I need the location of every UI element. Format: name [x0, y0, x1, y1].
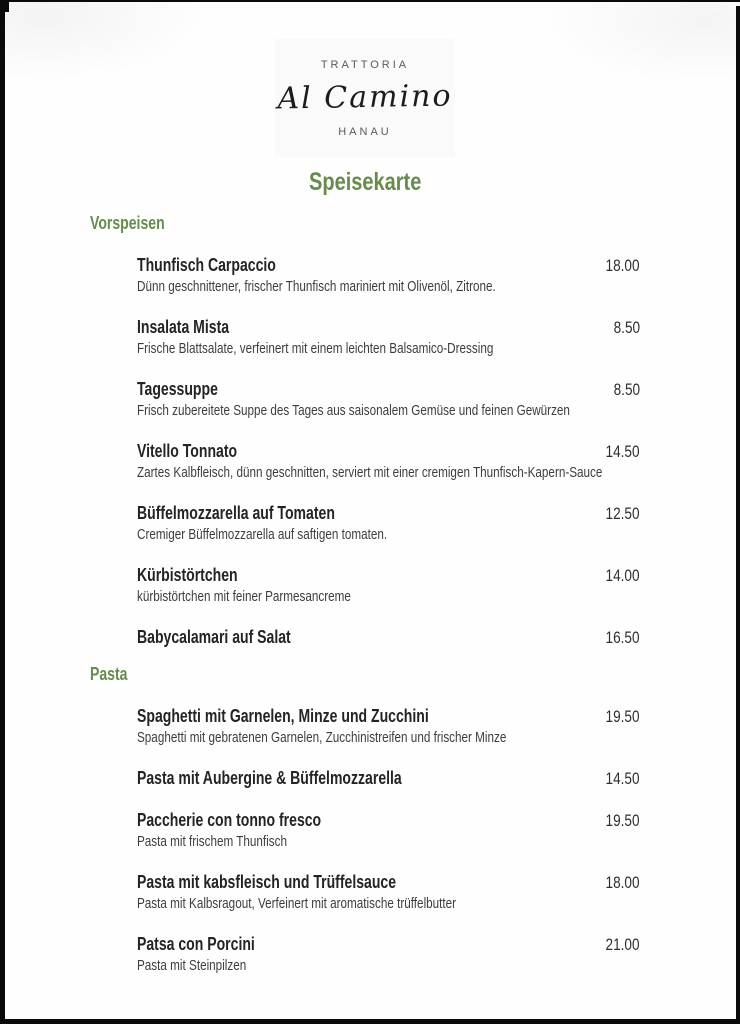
menu-item — [137, 379, 640, 420]
menu-item — [137, 934, 640, 975]
item-description: Pasta mit Steinpilzen — [137, 957, 247, 974]
scan-edge-bottom — [0, 1019, 740, 1024]
menu-item — [137, 872, 640, 913]
item-name: Paccherie con tonno fresco — [137, 810, 322, 830]
menu-item — [137, 441, 640, 482]
item-description: Spaghetti mit gebratenen Garnelen, Zucchinistreifen und frischer Minze — [137, 729, 507, 746]
menu-item — [137, 565, 640, 606]
menu-section-vorspeisen — [90, 213, 640, 648]
item-price: 14.50 — [605, 769, 640, 788]
item-name: Thunfisch Carpaccio — [137, 255, 276, 275]
item-price: 19.50 — [605, 811, 640, 830]
menu-item — [137, 768, 640, 789]
logo-city-label: HANAU — [338, 125, 392, 138]
scan-edge-corner — [0, 0, 9, 12]
item-price: 16.50 — [605, 628, 640, 647]
item-description: Frische Blattsalate, verfeinert mit einem leichten Balsamico-Dressing — [137, 340, 494, 357]
scan-edge-top — [0, 0, 740, 2]
item-name: Pasta mit Aubergine & Büffelmozzarella — [137, 768, 402, 788]
menu-item — [137, 255, 640, 296]
item-price: 19.50 — [605, 707, 640, 726]
item-name: Spaghetti mit Garnelen, Minze und Zucchini — [137, 706, 429, 726]
item-description: Dünn geschnittener, frischer Thunfisch mariniert mit Olivenöl, Zitrone. — [137, 278, 496, 295]
item-name: Insalata Mista — [137, 317, 230, 337]
item-description: kürbistörtchen mit feiner Parmesancreme — [137, 588, 351, 605]
logo-trattoria-label: TRATTORIA — [320, 58, 410, 71]
page-title: Speisekarte — [308, 168, 422, 196]
item-name: Patsa con Porcini — [137, 934, 255, 954]
item-price: 18.00 — [605, 873, 640, 892]
section-heading-pasta: Pasta — [90, 664, 128, 684]
item-name: Pasta mit kabsfleisch und Trüffelsauce — [137, 872, 397, 892]
item-name: Babycalamari auf Salat — [137, 627, 291, 647]
menu-item — [137, 810, 640, 851]
scan-edge-left — [0, 0, 5, 1024]
logo-restaurant-name: Al Camino — [277, 77, 453, 117]
menu-item — [137, 503, 640, 544]
item-price: 21.00 — [605, 935, 640, 954]
item-description: Pasta mit Kalbsragout, Verfeinert mit aromatische trüffelbutter — [137, 895, 457, 912]
section-heading-vorspeisen: Vorspeisen — [90, 213, 165, 233]
item-price: 8.50 — [613, 318, 640, 337]
item-description: Frisch zubereitete Suppe des Tages aus saisonalem Gemüse und feinen Gewürzen — [137, 402, 570, 419]
item-description: Zartes Kalbfleisch, dünn geschnitten, serviert mit einer cremigen Thunfisch-Kapern-Sauce — [137, 464, 603, 481]
menu-item — [137, 627, 640, 648]
menu-item — [137, 706, 640, 747]
item-name: Büffelmozzarella auf Tomaten — [137, 503, 335, 523]
menu-section-pasta — [90, 664, 640, 975]
scan-edge-right — [736, 6, 740, 1024]
item-description: Cremiger Büffelmozzarella auf saftigen tomaten. — [137, 526, 388, 543]
item-name: Kürbistörtchen — [137, 565, 238, 585]
item-name: Tagessuppe — [137, 379, 218, 399]
item-description: Pasta mit frischem Thunfisch — [137, 833, 287, 850]
restaurant-logo — [276, 40, 454, 156]
section-items — [90, 706, 640, 975]
item-price: 14.50 — [605, 442, 640, 461]
item-price: 14.00 — [605, 566, 640, 585]
item-price: 12.50 — [605, 504, 640, 523]
item-name: Vitello Tonnato — [137, 441, 238, 461]
menu-item — [137, 317, 640, 358]
item-price: 8.50 — [613, 380, 640, 399]
section-items — [90, 255, 640, 648]
item-price: 18.00 — [605, 256, 640, 275]
